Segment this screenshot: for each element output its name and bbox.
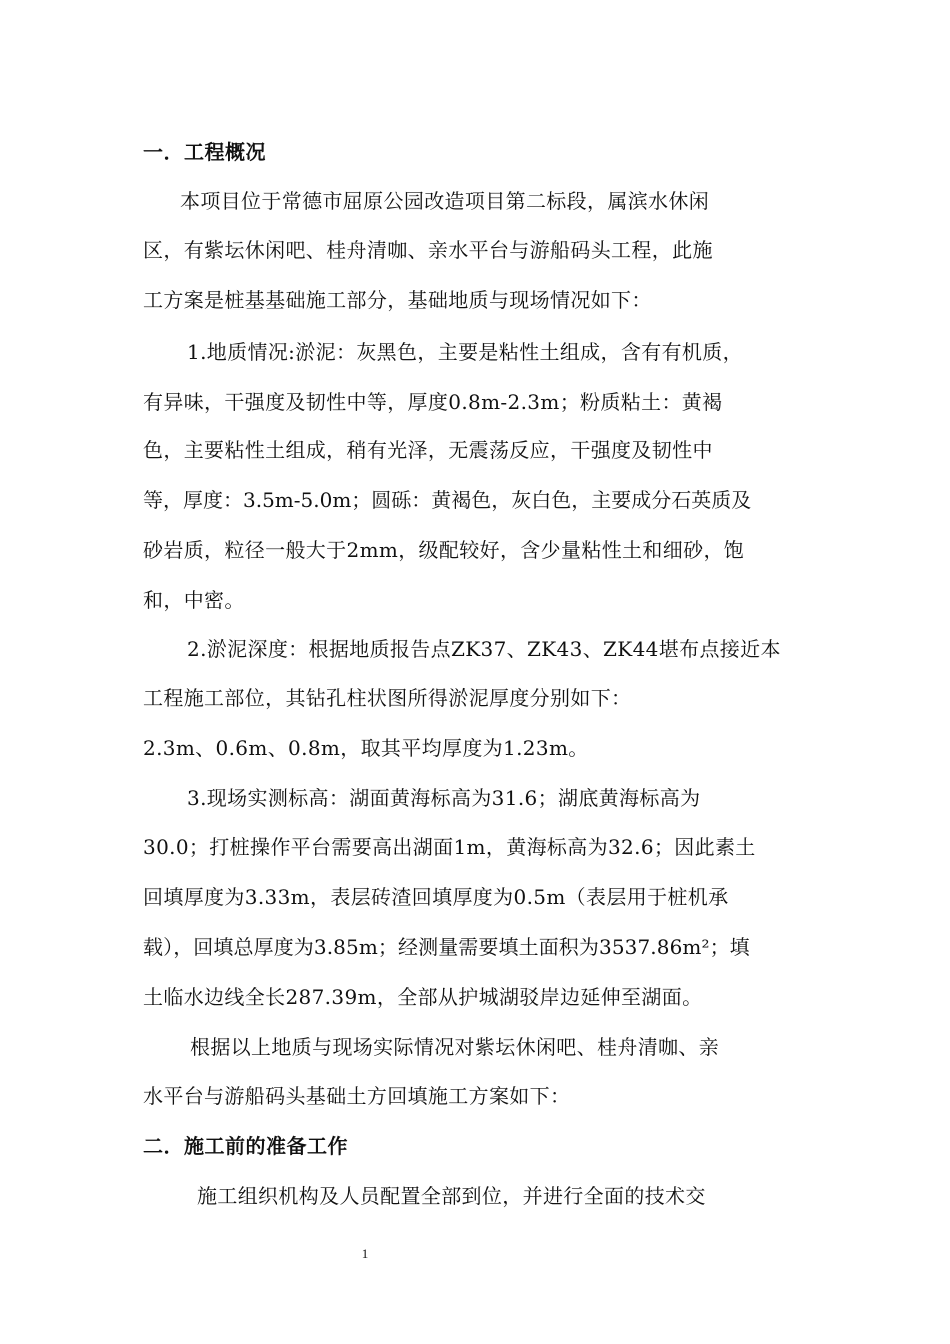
paragraph-line: 色，主要粘性土组成，稍有光泽，无震荡反应，干强度及韧性中 xyxy=(143,438,713,462)
paragraph-line: 3.现场实测标高：湖面黄海标高为31.6；湖底黄海标高为 xyxy=(187,786,701,810)
paragraph-line: 砂岩质，粒径一般大于2mm，级配较好，含少量粘性土和细砂，饱 xyxy=(143,538,745,562)
section-heading-1: 一．工程概况 xyxy=(143,140,266,164)
paragraph-line: 区，有紫坛休闲吧、桂舟清咖、亲水平台与游船码头工程，此施 xyxy=(143,238,713,262)
paragraph-line: 施工组织机构及人员配置全部到位，并进行全面的技术交 xyxy=(197,1184,706,1208)
paragraph-line: 有异味，干强度及韧性中等，厚度0.8m-2.3m；粉质粘土：黄褐 xyxy=(143,390,723,414)
paragraph-line: 30.0；打桩操作平台需要高出湖面1m，黄海标高为32.6；因此素土 xyxy=(143,835,756,859)
paragraph-line: 载），回填总厚度为3.85m；经测量需要填土面积为3537.86m²；填 xyxy=(143,935,750,959)
paragraph-line: 本项目位于常德市屈原公园改造项目第二标段，属滨水休闲 xyxy=(180,189,710,213)
paragraph-line: 1.地质情况:淤泥：灰黑色，主要是粘性土组成，含有有机质， xyxy=(187,340,743,364)
paragraph-line: 水平台与游船码头基础土方回填施工方案如下： xyxy=(143,1084,571,1108)
paragraph-line: 2.3m、0.6m、0.8m，取其平均厚度为1.23m。 xyxy=(143,736,589,760)
paragraph-line: 回填厚度为3.33m，表层砖渣回填厚度为0.5m（表层用于桩机承 xyxy=(143,885,729,909)
paragraph-line: 土临水边线全长287.39m，全部从护城湖驳岸边延伸至湖面。 xyxy=(143,985,703,1009)
paragraph-line: 2.淤泥深度：根据地质报告点ZK37、ZK43、ZK44堪布点接近本 xyxy=(187,637,781,661)
paragraph-line: 和，中密。 xyxy=(143,588,245,612)
section-heading-2: 二．施工前的准备工作 xyxy=(143,1134,348,1158)
page-number: 1 xyxy=(361,1246,369,1261)
paragraph-line: 根据以上地质与现场实际情况对紫坛休闲吧、桂舟清咖、亲 xyxy=(190,1035,720,1059)
paragraph-line: 工方案是桩基基础施工部分，基础地质与现场情况如下： xyxy=(143,288,652,312)
paragraph-line: 等，厚度：3.5m-5.0m；圆砾：黄褐色，灰白色，主要成分石英质及 xyxy=(143,488,752,512)
paragraph-line: 工程施工部位，其钻孔柱状图所得淤泥厚度分别如下： xyxy=(143,686,632,710)
